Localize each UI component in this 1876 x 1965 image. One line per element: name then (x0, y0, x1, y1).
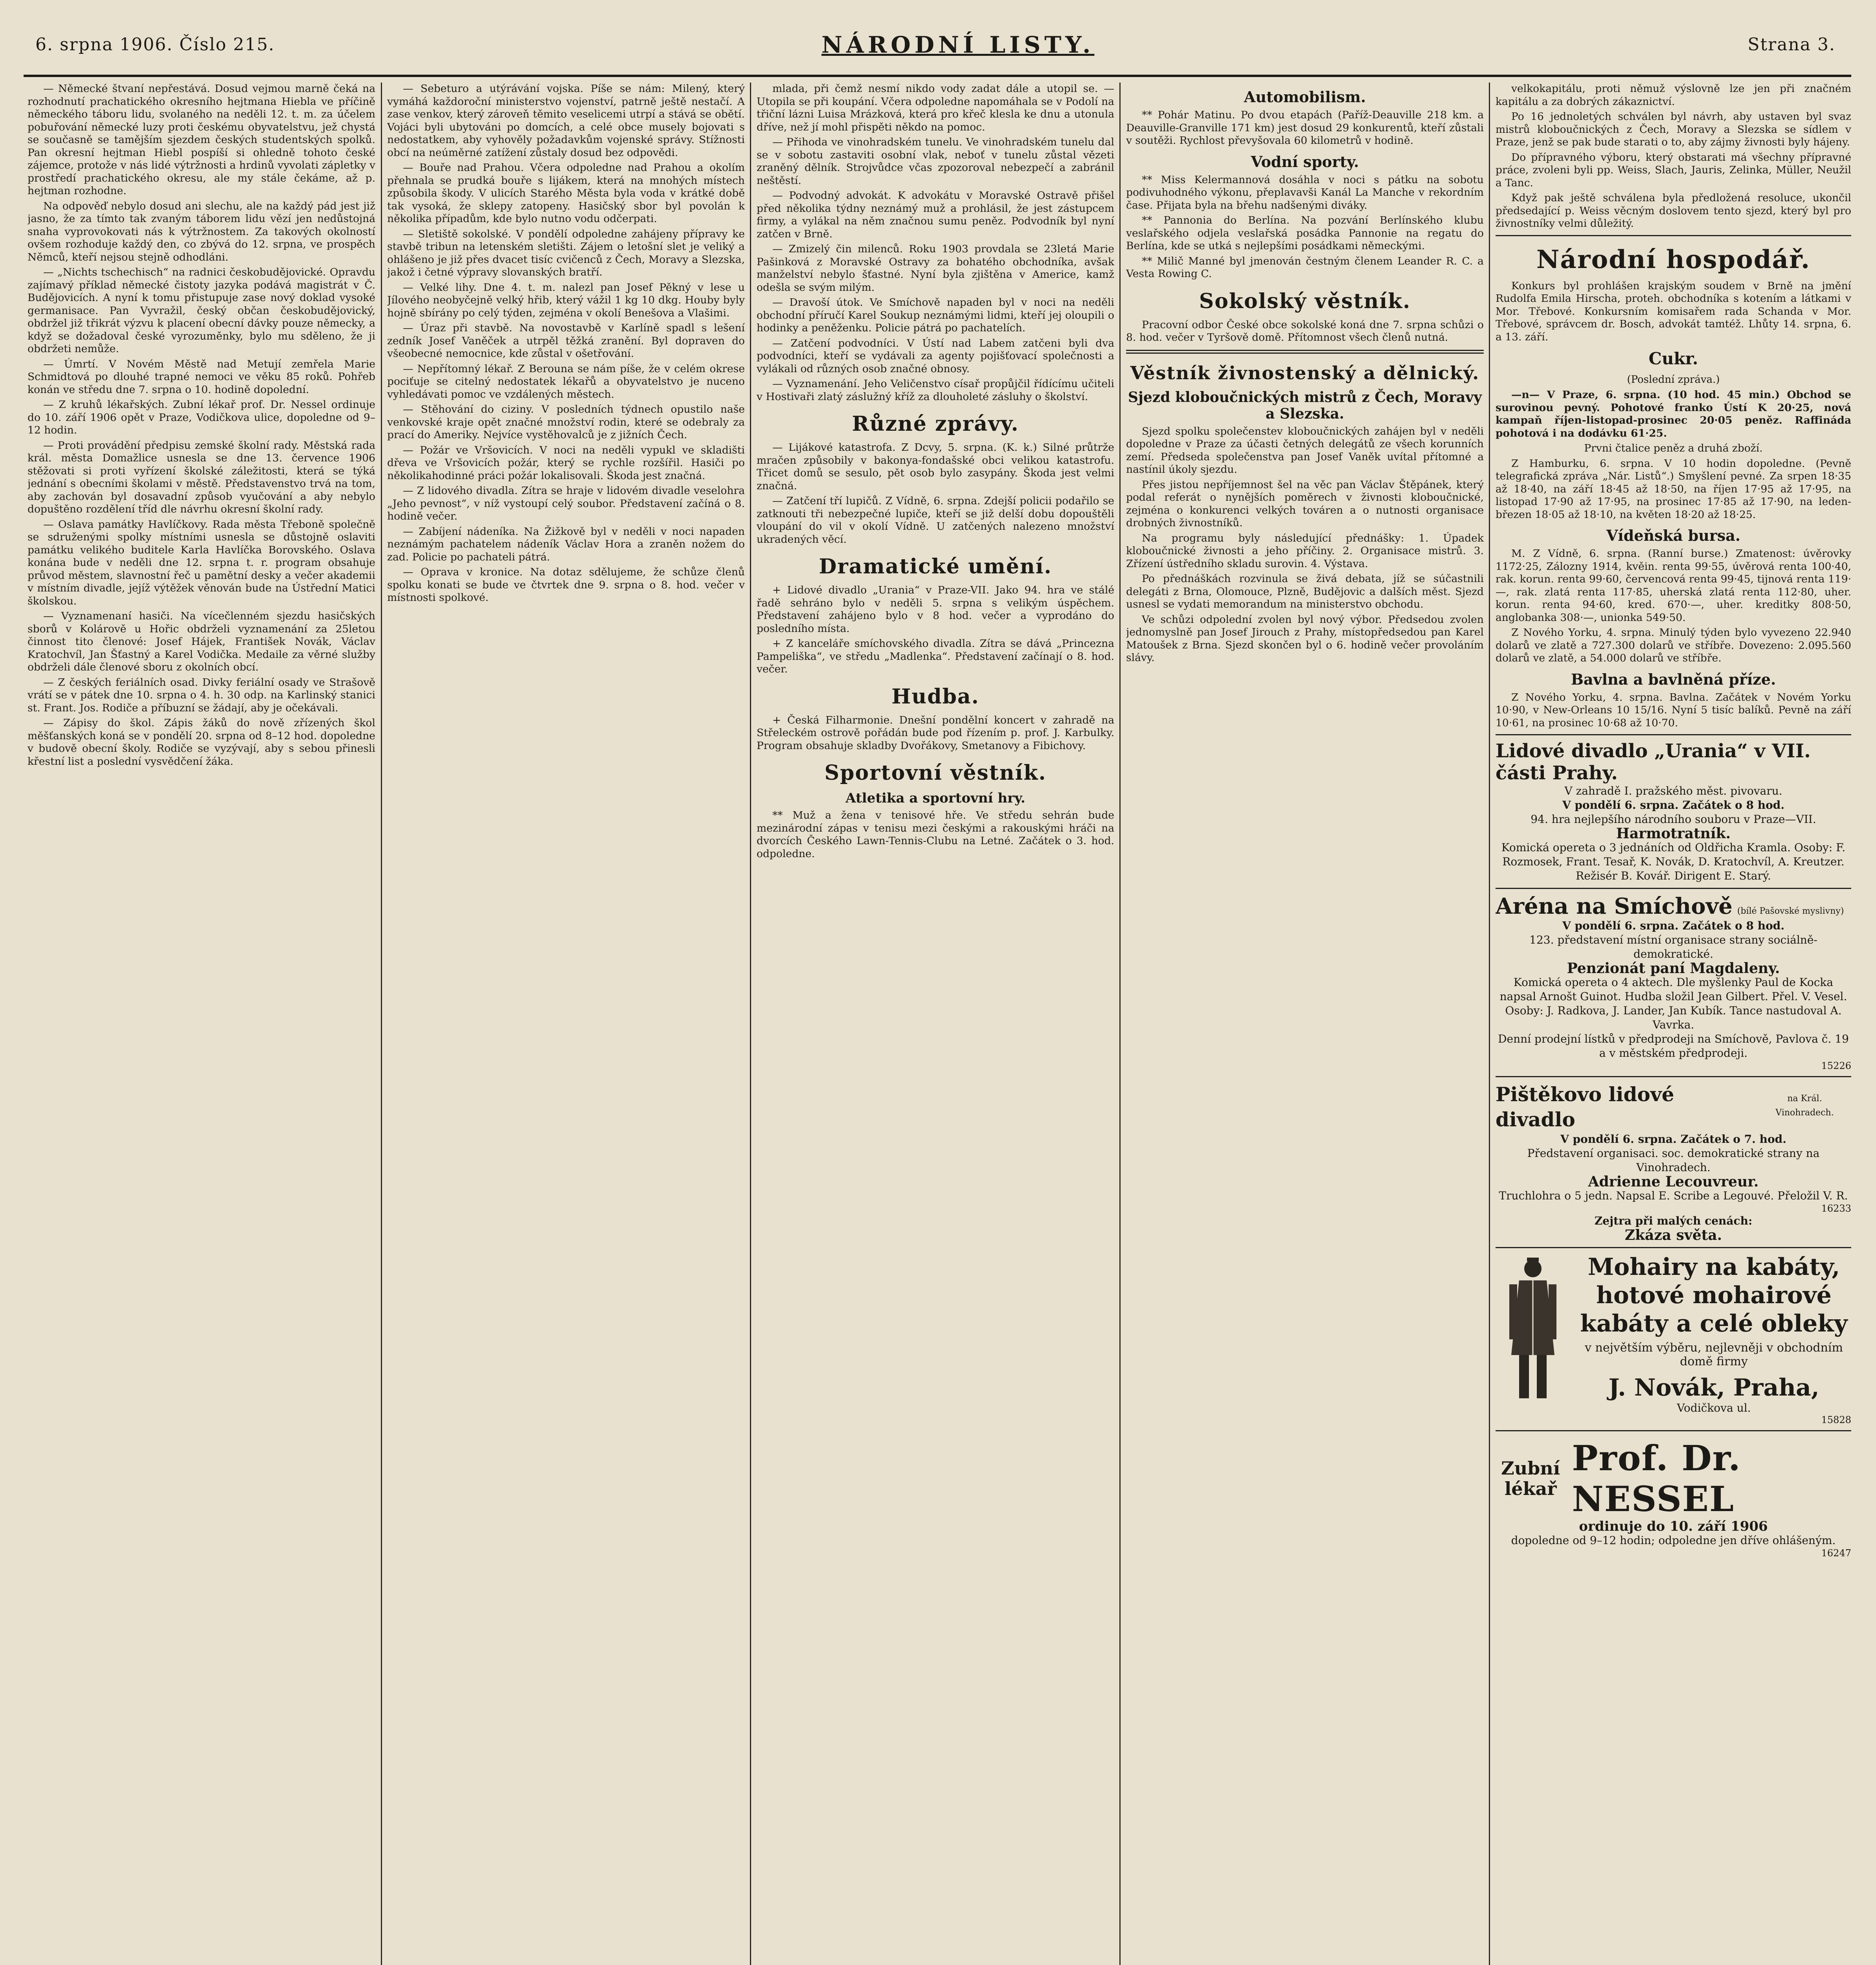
ad-number: 15828 (1821, 1414, 1851, 1425)
ad-number: 16247 (1821, 1548, 1851, 1559)
ad-urania-line: Komická opereta o 3 jednáních od Oldřicha Kramla. Osoby: F. Rozmosek, Frant. Tesař, K. Novák, D. Kratochvíl, A. Kreutzer. Režisér B. Kovář. Dirigent E. Starý. (1501, 841, 1846, 882)
ad-mohair (1496, 1253, 1851, 1425)
header-rule (24, 75, 1851, 77)
section-heading-sportovni-vestnik: Sportovní věstník. (824, 761, 1047, 785)
ad-urania-subtitle: V zahradě I. pražského měst. pivovaru. (1564, 784, 1782, 797)
article: Pracovní odbor České obce sokolské koná dne 7. srpna schůzi o 8. hod. večer v Tyršově domě. Přítomnost všech členů nutná. (1126, 318, 1484, 343)
divider (1496, 1076, 1851, 1077)
ad-arena-play: Penzionát paní Magdaleny. (1567, 960, 1780, 977)
article: Do přípravného výboru, který obstarati má všechny přípravné práce, zvoleni byli pp. Weiss, Slach, Jauris, Zelinka, Müller, Neužil a Tanc. (1496, 151, 1851, 189)
section-heading-dramaticke-umeni: Dramatické umění. (819, 555, 1052, 578)
ad-pistek-title: Pištěkovo lidové divadlo (1496, 1083, 1674, 1131)
ad-zubni-foot: dopoledne od 9–12 hodin; odpoledne jen dříve ohlášeným. (1511, 1534, 1836, 1547)
divider (1496, 235, 1851, 236)
article: — Přihoda ve vinohradském tunelu. Ve vinohradském tunelu dal se v sobotu zastaviti osobní vlak, neboť v tunelu zůstal vězeti zraněný dělník. Strojvůdce včas zpozoroval nebezpečí a zabránil neštěstí. (757, 136, 1114, 187)
article: Po 16 jednoletých schválen byl návrh, aby ustaven byl svaz mistrů kloboučnických z Čech, Moravy a Slezska se sídlem v Praze, jenž se pak bude starati o to, aby zájmy živnosti byly hájeny. (1496, 110, 1851, 148)
article: — Velké lihy. Dne 4. t. m. nalezl pan Josef Pěkný v lese u Jílového neobyčejně velký hřib, který vážil 1 kg 10 dkg. Houby byly hojně sbírány po celý týden, zejména v okolí Benešova a Vlašimi. (387, 281, 745, 319)
ad-mohair-sub: v největším výběru, nejlevněji v obchodním domě firmy (1585, 1341, 1843, 1368)
article: ** Pannonia do Berlína. Na pozvání Berlínského klubu veslařského odjela veslařská posádka Pannonie na regatu do Berlína, kde se utká s nejlepšími posádkami německými. (1126, 214, 1484, 252)
article: + Z kanceláře smíchovského divadla. Zítra se dává „Princezna Pampeliška“, ve středu „Madlenka“. Představení začínají o 8. hod. večer. (757, 637, 1114, 675)
article: — Zatčení tří lupičů. Z Vídně, 6. srpna. Zdejší policii podařilo se zatknouti tři nebezpečné lupiče, kteří se již delší dobu dopouštěli vloupání do vil v okolí Vídně. U zatčených nalezeno množství ukradených věcí. (757, 495, 1114, 545)
article: Na programu byly následující přednášky: 1. Úpadek kloboučnické živnosti a jeho příčiny. 2. Organisace mistrů. 3. Zřízení ústředního skladu surovin. 4. Výstava. (1126, 532, 1484, 570)
masthead-title: NÁRODNÍ LISTY. (821, 31, 1095, 58)
divider (1496, 1247, 1851, 1248)
article: Sjezd spolku společenstev kloboučnických zahájen byl v neděli dopoledne v Praze za účasti četných delegátů ze všech korunních zemí. Předseda společenstva pan Josef Vaněk uvítal přítomné a nastínil úkoly sjezdu. (1126, 425, 1484, 476)
column-divider (750, 83, 751, 1965)
article: Z Nového Yorku, 4. srpna. Bavlna. Začátek v Novém Yorku 10·90, v New-Orleans 10 15/16. Nyní 5 tisíc balíků. Pevně na září 10·61, na prosinec 10·68 až 10·70. (1496, 691, 1851, 729)
article: — „Nichts tschechisch“ na radnici českobudějovické. Opravdu zajímavý příklad německé čistoty jazyka podává magistrát v Č. Budějovicích. A nyní k tomu přistupuje zase nový doklad vysoké germanisace. Pan Vyvražil, český občan českobudějovický, obdržel již třikrát výzvu k placení obecní dávky pouze německy, a když se dožadoval české vyrozuměnky, bylo mu sděleno, že ji obdržeti nemůže. (28, 266, 375, 355)
ad-mohair-firm: J. Novák, Praha, (1608, 1374, 1819, 1401)
ad-zubni-foot: ordinuje do 10. září 1906 (1579, 1519, 1768, 1534)
article: — Zápisy do škol. Zápis žáků do nově zřízených škol měšťanských koná se v pondělí 20. srpna od 8–12 hod. dopoledne v budově obecní školy. Rodiče se vyzývají, aby s sebou přinesli křestní list a poslední vysvědčení žáka. (28, 717, 375, 768)
article: — Sletiště sokolské. V pondělí odpoledne zahájeny přípravy ke stavbě tribun na letenském sletišti. Zájem o letošní slet je veliký a ohlášeno je již přes dvacet tisíc cvičenců z Čech, Moravy a Slezska, jakož i četné výpravy slovanských bratří. (387, 228, 745, 278)
ad-arena-note: (bílé Pašovské myslivny) (1737, 906, 1844, 916)
article: Prvni čtalice peněz a druhá zboží. (1584, 442, 1763, 454)
section-heading-vestnik-zivnostensky: Věstník živnostenský a dělnický. (1130, 362, 1480, 384)
ad-arena-line: Denní prodejní lístků v předprodeji na Smíchově, Pavlova č. 19 a v městském předprodeji. (1498, 1032, 1849, 1060)
article: Z Hamburku, 6. srpna. V 10 hodin dopoledne. (Pevně telegrafická zpráva „Nár. Listů“.) Smyšlení pevné. Za srpen 18·35 až 18·40, na září 18·45 až 18·50, na říjen 17·95 až 17·95, na listopad 17·90 až 17·95, na prosinec 17·85 až 17·90, na leden-březen 18·05 až 18·10, na květen 18·20 až 18·25. (1496, 457, 1851, 521)
article: — Stěhování do ciziny. V posledních týdnech opustilo naše venkovské kraje opět značné množství rodin, které se odebraly za prací do Ameriky. Nejvíce vystěhovalců je z jižních Čech. (387, 403, 745, 441)
section-heading-automobilism: Automobilism. (1244, 88, 1366, 106)
article: — Z českých feriálních osad. Divky feriální osady ve Strašově vrátí se v pátek dne 10. srpna o 4. h. 30 odp. na Karlinský stanici st. Frant. Jos. Rodiče a příbuzní se žádají, aby je očekávali. (28, 676, 375, 714)
article: — Oprava v kronice. Na dotaz sdělujeme, že schůze členů spolku konati se bude ve čtvrtek dne 9. srpna o 8. hod. večer v místnosti spolkové. (387, 566, 745, 604)
ad-arena-line: 123. představení místní organisace strany sociálně-demokratické. (1529, 933, 1817, 960)
article: — Zmizelý čin milenců. Roku 1903 provdala se 23letá Marie Pašinková z Moravské Ostravy za bohatého obchodníka, avšak manželství nebylo šťastné. Nyní byla zjištěna v Americe, kamž odešla se svým milým. (757, 243, 1114, 294)
article: Na odpověď nebylo dosud ani slechu, ale na každý pád jest již jasno, že za tímto tak zvaným táborem lidu vězí jen nedůstojná snaha vyprovokovati nás k výtržnostem. Za takových okolností ovšem rozhoduje každý den, co zbývá do 12. srpna, ve prospěch Němců, kteří nejsou stejně odhodláni. (28, 200, 375, 263)
section-heading-videnska-bursa: Vídeňská bursa. (1606, 527, 1741, 544)
article: velkokapitálu, proti němuž výslovně lze jen při značném kapitálu a za dobrých zákaznictví. (1496, 83, 1851, 108)
section-heading-vodni-sporty: Vodní sporty. (1251, 152, 1359, 171)
ad-arena-line: Komická opereta o 4 aktech. Dle myšlenky Paul de Kocka napsal Arnošt Guinot. Hudba složil Jean Gilbert. Přel. V. Vesel. Osoby: J. Radkova, J. Lander, Jan Kubík. Tance nastudoval A. Vavrka. (1499, 976, 1847, 1031)
article: Z Nového Yorku, 4. srpna. Minulý týden bylo vyvezeno 22.940 dolarů ve zlatě a 727.300 dolarů ve stříbře. Dovezeno: 2.095.560 dolarů ve zlatě, a 54.000 dolarů ve stříbře. (1496, 626, 1851, 664)
article: — Zabíjení nádeníka. Na Žižkově byl v neděli v noci napaden neznámým pachatelem nádeník Václav Hora a zraněn nožem do zad. Policie po pachateli pátrá. (387, 525, 745, 563)
article: Ve schůzi odpolední zvolen byl nový výbor. Předsedou zvolen jednomyslně pan Josef Jirouch z Prahy, místopředsedou pan Karel Matoušek z Brna. Sjezd skončen byl o 6. hodině večer provoláním slávy. (1126, 613, 1484, 664)
ad-urania-play: Harmotratník. (1616, 825, 1731, 842)
ad-urania-title: Lidové divadlo „Urania“ v VII. části Prahy. (1496, 740, 1811, 784)
article: Po přednáškách rozvinula se živá debata, jíž se súčastnili delegáti z Brna, Olomouce, Plzně, Budějovic a dalších měst. Sjezd usnesl se vydati memorandum na ministerstvo obchodu. (1126, 573, 1484, 610)
article: Přes jistou nepříjemnost šel na věc pan Václav Štěpánek, který podal referát o nynějších poměrech v živnosti kloboučnické, zejména o konkurenci velkých továren a o nutnosti organisace drobných živnostníků. (1126, 478, 1484, 529)
article: — Zatčení podvodníci. V Ústí nad Labem zatčeni byli dva podvodníci, kteří se vydávali za agenty pojišťovací společnosti a vylákali od různých osob značné obnosy. (757, 337, 1114, 375)
ad-zubni-name: Prof. Dr. NESSEL (1572, 1438, 1741, 1519)
article: — Dravoší útok. Ve Smíchově napaden byl v noci na neděli obchodní příručí Karel Soukup neznámými lidmi, kteří jej oloupili o hodinky a peněženku. Policie pátrá po pachatelích. (757, 296, 1114, 334)
article: — Úmrtí. V Novém Městě nad Metují zemřela Marie Schmidtová po dlouhé trapné nemoci ve věku 85 roků. Pohřeb konán ve středu dne 7. srpna o 10. hodině dopolední. (28, 358, 375, 396)
divider (1496, 1430, 1851, 1431)
article: — Německé štvaní nepřestává. Dosud vejmou marně čeká na rozhodnutí prachatického okresního hejtmana Hiebla ve příčině německého táboru lidu, svolaného na neděli 12. t. m. za účelem pobuřování německé luzy proti českému obyvatelstvu, jež chystá se současně se tamějším sjezdem českých studentských spolků. Pan okresní hejtman Hiebl pospíší si ohledně tohoto české zájemce, protože v nás lidé výtržnosti a hrdinů vyvolati zápletky v prostředí prachatického okresu, ale my stále čekáme, až p. hejtman rozhodne. (28, 83, 375, 197)
article: — Sebeturo a utýrávání vojska. Píše se nám: Milený, který vymáhá každoroční ministerstvo vojenství, patrně ještě nestačí. A zase venkov, který zároveň těmito veselicemi utrpí a stává se obětí. Vojáci byli ubytováni po domcích, a celé obce musely bojovati s nedostatkem, aby vyhověly požadavkům vojenské správy. Stížnosti obcí na neúměrné zatížení zůstaly dosud bez odpovědi. (387, 83, 745, 159)
ad-pistek-header (1496, 1082, 1851, 1132)
article: ** Pohár Matinu. Po dvou etapách (Paříž-Deauville 218 km. a Deauville-Granville 171 km) jest dosud 29 konkurentů, kteří zůstali v soutěži. Rychlost převyšovala 60 kilometrů v hodině. (1126, 109, 1484, 147)
article: — Vyznamenaní hasiči. Na vícečlenném sjezdu hasičských sborů v Kolárově u Hořic obdrželi vyznamenání za 25letou činnost tito členové: Josef Hájek, František Novák, Václav Kratochvíl, Jan Šťastný a Karel Vodička. Medaile za věrné služby obdrželi dále členové sboru z okolních obcí. (28, 610, 375, 673)
article: — Proti provádění předpisu zemské školní rady. Městská rada král. města Domažlice usnesla se dne 13. července 1906 stěžovati si proti vyřízení školské záležitosti, která se týká jednání s obecními školami v městě. Představenstvo trvá na tom, aby zachován byl dosavadní způsob vyučování a aby nebylo dopuštěno rozdělení tříd dle návrhu okresní školní rady. (28, 439, 375, 515)
divider (1496, 734, 1851, 735)
ad-number: 15226 (1821, 1060, 1851, 1071)
column-3 (757, 83, 1114, 1965)
article: mlada, při čemž nesmí nikdo vody zadat dále a utopil se. — Utopila se při koupání. Včera odpoledne napomáhala se v Podolí na třiční lázni Luisa Mrázková, která pro křeč klesla ke dnu a utonula dříve, než jí mohl přispěti někdo na pomoc. (757, 83, 1114, 133)
ad-pistek-note: na Král. Vinohradech. (1775, 1094, 1834, 1118)
article: + Lidové divadlo „Urania“ v Praze-VII. Jako 94. hra ve stálé řadě sehráno bylo v neděli 5. srpna s velikým úspěchem. Představení zahájeno bylo v 8 hod. večer a vyprodáno do posledního místa. (757, 584, 1114, 635)
ad-pistek-line: Zejtra při malých cenách: (1594, 1214, 1753, 1227)
divider (1496, 888, 1851, 889)
subheading-posledni-zprava: (Poslední zpráva.) (1627, 374, 1720, 386)
article: — Z kruhů lékařských. Zubní lékař prof. Dr. Nessel ordinuje do 10. září 1906 opět v Praze, Vodičkova ulice, dopoledne od 9–12 hodin. (28, 399, 375, 436)
article: — Vyznamenání. Jeho Veličenstvo císař propůjčil řídícímu učiteli v Hostivaři zlatý záslužný kříž za dlouholeté zásluhy o školství. (757, 378, 1114, 403)
divider (1126, 350, 1484, 354)
article: ** Muž a žena v tenisové hře. Ve středu sehrán bude mezinárodní zápas v tenisu mezi českými a rakouskými hráči na dvorcích Českého Lawn-Tennis-Clubu na Letné. Začátek o 3. hod. odpoledne. (757, 809, 1114, 860)
column-1 (28, 83, 375, 1965)
article: M. Z Vídně, 6. srpna. (Ranní burse.) Zmatenost: úvěrovky 1172·25, Zálozny 1914, kvěin. renta 99·55, úvěrová renta 100·40, rak. korun. renta 99·60, červencová renta 99·45, tijnová renta 119·—, rak. zlatá renta 117·85, uherská zlatá renta 112·80, uher. korun. renta 94·60, kred. 670·—, uher. kreditky 808·50, anglobanka 308·—, unionka 549·50. (1496, 547, 1851, 624)
ad-number: 16233 (1821, 1203, 1851, 1214)
article: —n— V Praze, 6. srpna. (10 hod. 45 min.) Obchod se surovinou pevný. Pohotové franko Ústí K 20·25, nová kampaň říjen-listopad-prosinec 20·05 peněz. Raffináda pohotová i na dodávku 61·25. (1496, 389, 1851, 439)
ad-mohair-heading: Mohairy na kabáty, hotové mohairové kabáty a celé obleky (1580, 1253, 1848, 1337)
article: Když pak ještě schválena byla předložená resoluce, ukončil předsedající p. Weiss věcným doslovem tento sjezd, který byl pro živnostníky velmi důležitý. (1496, 192, 1851, 230)
ad-arena-title: Aréna na Smíchově (1496, 893, 1733, 919)
article: — Podvodný advokát. K advokátu v Moravské Ostravě přišel před několika týdny neznámý muž a prohlásil, že jest zástupcem firmy, a vylákal na něm značnou sumu peněz. Podvodník byl nyní zatčen v Brně. (757, 189, 1114, 240)
coat-illustration-icon (1496, 1253, 1570, 1402)
article: — Z lidového divadla. Zítra se hraje v lidovém divadle veselohra „Jeho pevnost“, v níž vystoupí celý soubor. Představení začíná o 8. hodině večer. (387, 485, 745, 522)
column-divider (381, 83, 382, 1965)
ad-mohair-text (1577, 1253, 1851, 1425)
ad-urania-date: V pondělí 6. srpna. Začátek o 8 hod. (1562, 799, 1785, 812)
ad-arena-header (1496, 894, 1851, 919)
column-divider (1119, 83, 1121, 1965)
article: — Nepřítomný lékař. Z Berouna se nám píše, že v celém okrese pociťuje se citelný nedostatek lékařů a obyvatelstvo je nuceno vyhledávati pomoc ve vzdálených městech. (387, 362, 745, 400)
page-number: Strana 3. (1747, 35, 1836, 55)
column-4 (1126, 83, 1484, 1965)
subheading-sjezd: Sjezd kloboučnických mistrů z Čech, Moravy a Slezska. (1128, 389, 1482, 422)
article: — Bouře nad Prahou. Včera odpoledne nad Prahou a okolím přehnala se prudká bouře s lijákem, která na mnohých místech způsobila škody. V ulicích Starého Města byla voda v krátké době tak vysoká, že sklepy zatopeny. Hasičský sbor byl povolán k několika případům, kde bylo nutno vodu odčerpati. (387, 162, 745, 225)
column-5 (1496, 83, 1851, 1965)
article: ** Miss Kelermannová dosáhla v noci s pátku na sobotu podivuhodného výkonu, přeplavavši Kanál La Manche v rekordním čase. Přijata byla na břehu nadšenými diváky. (1126, 173, 1484, 211)
ad-pistek-play: Zkáza světa. (1624, 1227, 1722, 1243)
article: + Česká Filharmonie. Dnešní pondělní koncert v zahradě na Střeleckém ostrově pořádán bude pod řízením p. prof. J. Karbulky. Program obsahuje skladby Dvořákovy, Smetanovy a Fibichovy. (757, 714, 1114, 752)
article: — Požár ve Vršovicích. V noci na neděli vypukl ve skladišti dřeva ve Vršovicích požár, který se rychle rozšířil. Hasiči po několikahodinné práci požár lokalisovali. Škoda jest značná. (387, 444, 745, 482)
ad-mohair-address: Vodičkova ul. (1677, 1401, 1751, 1414)
ad-zubni-lekar (1496, 1438, 1851, 1519)
ad-pistek-play: Adrienne Lecouvreur. (1588, 1173, 1759, 1190)
ad-pistek-line: Truchlohra o 5 jedn. Napsal E. Scribe a Legouvé. Přeložil V. R. (1499, 1189, 1848, 1202)
article: — Lijákové katastrofa. Z Dcvy, 5. srpna. (K. k.) Silné průtrže mračen způsobily v bakonya-fondašské obci velikou katastrofu. Třicet domů se sesulo, pět osob bylo zasypány. Škoda jest velmi značná. (757, 441, 1114, 492)
article: — Úraz při stavbě. Na novostavbě v Karlíně spadl s lešení zedník Josef Vaněček a utrpěl těžká zranění. Byl dopraven do všeobecné nemocnice, kde zůstal v ošetřování. (387, 322, 745, 360)
column-divider (1489, 83, 1490, 1965)
page-header (24, 28, 1851, 71)
section-heading-sokolsky-vestnik: Sokolský věstník. (1199, 289, 1411, 313)
issue-date: 6. srpna 1906. Číslo 215. (35, 35, 275, 55)
section-heading-hudba: Hudba. (891, 684, 979, 709)
article: Konkurs byl prohlášen krajským soudem v Brně na jmění Rudolfa Emila Hirscha, proteh. obchodníka s kotením a látkami v Mor. Třebové. Konkursním komisařem rada Schanda v Mor. Třebové, správcem dr. Bosch, advokát tamtéž. Lhůty 14. srpna, 6. a 13. září. (1496, 279, 1851, 343)
ad-arena-date: V pondělí 6. srpna. Začátek o 8 hod. (1562, 919, 1785, 932)
ad-urania-line: 94. hra nejlepšího národního souboru v Praze—VII. (1531, 813, 1816, 826)
subheading-atletika: Atletika a sportovní hry. (845, 790, 1025, 806)
ad-pistek-date: V pondělí 6. srpna. Začátek o 7. hod. (1560, 1133, 1786, 1146)
section-heading-cukr: Cukr. (1648, 349, 1698, 368)
ad-zubni-left: Zubní lékař (1501, 1458, 1560, 1499)
article: — Oslava památky Havlíčkovy. Rada města Třeboně společně se sdruženými spolky místními usnesla se důstojně oslaviti památku velikého buditele Karla Havlíčka Borovského. Oslava konána bude v neděli dne 12. srpna t. r. program obsahuje průvod městem, slavnostní řeč u pamětní desky a večer akademii v místním divadle, jejíž výtěžek věnován bude na Ústřední Matici školskou. (28, 518, 375, 607)
article: ** Milič Manné byl jmenován čestným členem Leander R. C. a Vesta Rowing C. (1126, 255, 1484, 280)
section-heading-ruzne-zpravy: Různé zprávy. (852, 412, 1019, 436)
section-heading-bavlna: Bavlna a bavlněná příze. (1571, 670, 1776, 688)
section-heading-narodni-hospodar: Národní hospodář. (1536, 244, 1811, 274)
ad-pistek-line: Představení organisaci. soc. demokratické strany na Vinohradech. (1527, 1147, 1820, 1174)
column-2 (387, 83, 745, 1965)
